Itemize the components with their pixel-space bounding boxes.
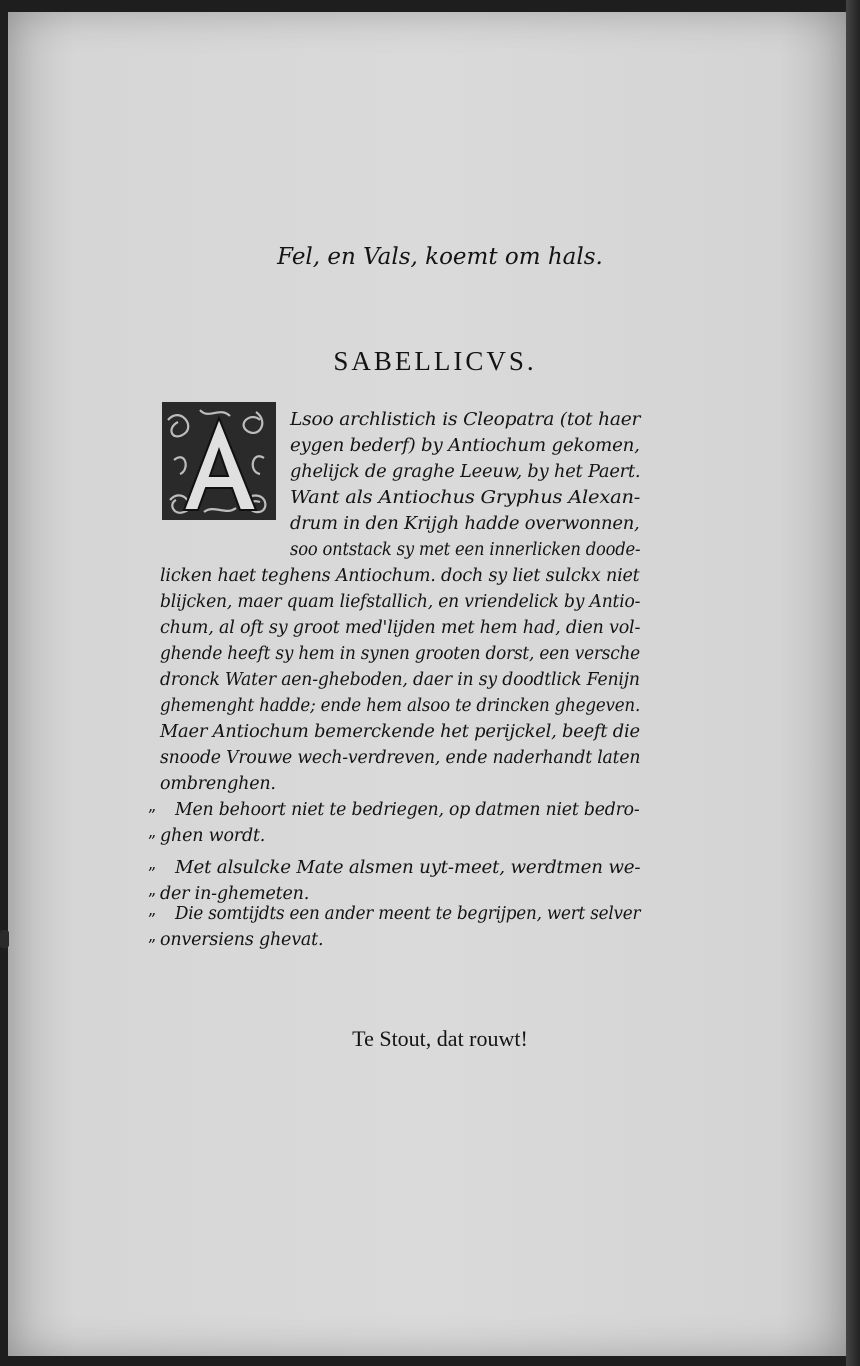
ornamental-initial-icon (160, 400, 278, 522)
saying-line: der in-ghemeten. (160, 884, 310, 904)
saying-line: Men behoort niet te bedriegen, op datmen niet bedro- (175, 800, 640, 820)
saying-line: ghen wordt. (160, 826, 266, 846)
body-line: eygen bederf) by Antiochum gekomen, (290, 436, 640, 456)
body-line: blijcken, maer quam liefstallich, en vriendelick by Antio- (160, 592, 641, 612)
saying-line: onversiens ghevat. (160, 930, 324, 950)
body-line: ombrenghen. (160, 774, 276, 794)
body-line: ghelijck de graghe Leeuw, by het Paert. (290, 462, 641, 482)
quote-mark: „ (148, 880, 157, 899)
body-line: licken haet teghens Antiochum. doch sy liet sulckx niet (160, 566, 640, 586)
saying-line: Die somtijdts een ander meent te begrijpen, wert selver (175, 904, 641, 924)
body-line: Want als Antiochus Gryphus Alexan- (290, 488, 641, 508)
quote-mark: „ (148, 854, 157, 873)
quote-mark: „ (148, 926, 157, 945)
body-line: ghende heeft sy hem in synen grooten dorst, een versche (160, 644, 640, 664)
body-line: drum in den Krijgh hadde overwonnen, (290, 514, 640, 534)
quote-mark: „ (148, 796, 157, 815)
saying-line: Met alsulcke Mate alsmen uyt-meet, werdtmen we- (175, 858, 641, 878)
body-line: ghemenght hadde; ende hem alsoo te drincken ghegeven. (160, 696, 641, 716)
quote-mark: „ (148, 900, 157, 919)
body-line: Lsoo archlistich is Cleopatra (tot haer (290, 410, 641, 430)
author-heading: SABELLICVS. (333, 346, 537, 376)
quote-mark: „ (148, 822, 157, 841)
body-line: dronck Water aen-gheboden, daer in sy doodtlick Fenijn (160, 670, 640, 690)
motto-top: Fel, en Vals, koemt om hals. (277, 244, 603, 270)
motto-bottom: Te Stout, dat rouwt! (352, 1026, 528, 1051)
body-line: Maer Antiochum bemerckende het perijckel, beeft die (160, 722, 640, 742)
body-line: chum, al oft sy groot med'lijden met hem had, dien vol- (160, 618, 641, 638)
binding-mark (0, 930, 9, 948)
body-line: snoode Vrouwe wech-verdreven, ende naderhandt laten (160, 748, 641, 768)
body-line: soo ontstack sy met een innerlicken doode- (290, 540, 641, 560)
page-edge (846, 0, 860, 1366)
